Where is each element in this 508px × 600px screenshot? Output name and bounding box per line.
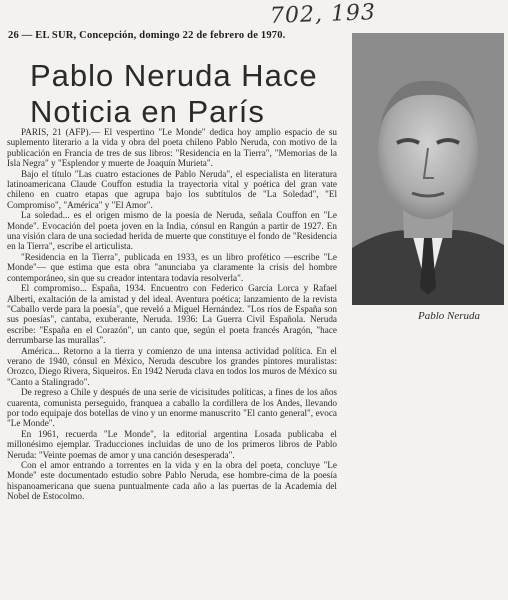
article-paragraph: "Residencia en la Tierra", publicada en 1933, es un libro profético —escribe "Le Monde"— que estima que esta obra "anunciaba ya claramente la crisis del hombre contemporáneo, sin que su creador intentara todavía resolverla". (7, 251, 337, 283)
headline-line-2: Noticia en París (30, 94, 265, 129)
article-body (7, 127, 337, 502)
headline-line-1: Pablo Neruda Hace (30, 58, 318, 93)
article-paragraph: La soledad... es el origen mismo de la poesía de Neruda, señala Couffon en "Le Monde". Evocación del poeta joven en la India, cónsul en Rangún a partir de 1927. En una visión clara de una sociedad herida de muerte que constituye el fondo de "Residencia en la Tierra", escribe el articulista. (7, 210, 337, 252)
portrait-illustration (352, 33, 504, 305)
article-paragraph: Con el amor entrando a torrentes en la vida y en la obra del poeta, concluye "Le Monde" este documentado estudio sobre Pablo Neruda, ese hombre-cima de la poesía hispanoamericana que suena puntualmente cada año a las puertas de la Academia del Nobel de Estocolmo. (7, 460, 337, 502)
article-paragraph: PARIS, 21 (AFP).— El vespertino "Le Monde" dedica hoy amplio espacio de su suplemento literario a la vida y obra del poeta chileno Pablo Neruda, con motivo de la publicación en Francia de tres de sus libros: "Residencia en la Tierra", "Memorias de la Isla Negra" y "Esplendor y muerte de Joaquín Murieta". (7, 127, 337, 169)
photo-caption: Pablo Neruda (418, 310, 481, 322)
portrait-photo (352, 33, 504, 305)
article-paragraph: Bajo el título "Las cuatro estaciones de Pablo Neruda", el especialista en literatura latinoamericana Claude Couffon estudia la trayectoria vital y poética del gran vate chileno en cuatro etapas que agrupa bajo los subtítulos de "La Soledad", "El Compromiso", "América" y "El Amor". (7, 168, 337, 210)
article-paragraph: De regreso a Chile y después de una serie de vicisitudes políticas, a fines de los años cuarenta, comunista perseguido, franquea a caballo la cordillera de los Andes, llevando por todo equipaje dos botellas de vino y un enorme manuscrito "El canto general", evoca "Le Monde". (7, 387, 337, 429)
article-paragraph: En 1961, recuerda "Le Monde", la editorial argentina Losada publicaba el millonésimo ejemplar. Traducciones incluidas de uno de los primeros libros de Pablo Neruda: "Veinte poemas de amor y una canción desesperada". (7, 428, 337, 460)
newspaper-dateline: 26 — EL SUR, Concepción, domingo 22 de febrero de 1970. (8, 30, 286, 41)
article-paragraph: El compromiso... España, 1934. Encuentro con Federico García Lorca y Rafael Alberti, exaltación de la amistad y del ideal. Aventura poética; lanzamiento de la revista "Caballo verde para la poesía", que reveló a Miguel Hernández. "Los ríos de España son sus poesías", cantaba, exuberante, Neruda. 1936: La Guerra Civil Española. Neruda escribe: "España en el Corazón", un canto que, según el poeta francés Aragón, "hace derrumbarse las murallas". (7, 283, 337, 346)
article-headline (30, 58, 330, 130)
handwritten-archive-note: 702, 193 (269, 0, 377, 29)
article-paragraph: América... Retorno a la tierra y comienzo de una intensa actividad política. En el verano de 1940, cónsul en México, Neruda descubre los grandes pintores muralistas: Orozco, Diego Rivera, Siqueiros. En 1942 Neruda clava en todos los muros de México su "Canto a Stalingrado". (7, 345, 337, 387)
